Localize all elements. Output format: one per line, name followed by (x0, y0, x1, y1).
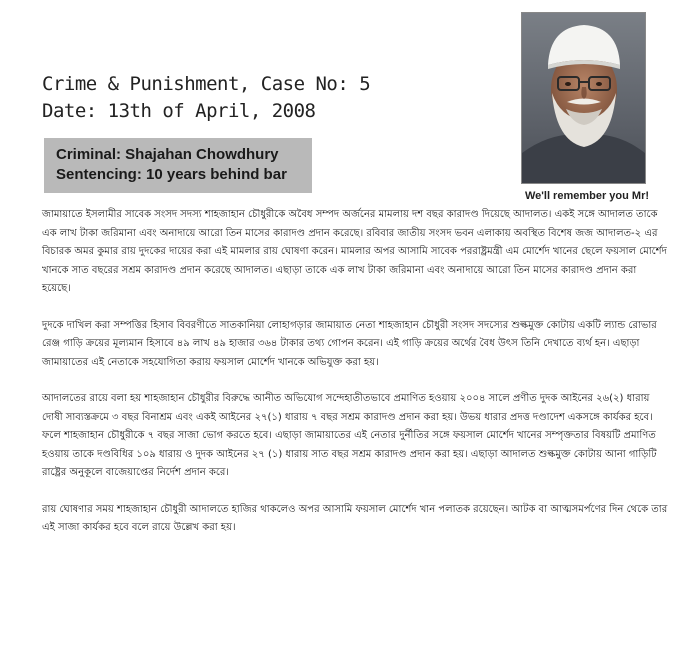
case-date: Date: 13th of April, 2008 (42, 100, 316, 122)
case-title: Crime & Punishment, Case No: 5 (42, 73, 371, 95)
article-paragraph: রায় ঘোষণার সময় শাহজাহান চৌধুরী আদালতে হাজির থাকলেও অপর আসামি ফয়সাল মোর্শেদ খান পলাতক রয়েছেন। আটক বা আত্মসমর্পণের দিন থেকে তার এই সাজা কার্যকর হবে বলে রায়ে উল্লেখ করা হয়। (42, 503, 668, 533)
sentencing-text: Sentencing: 10 years behind bar (56, 166, 287, 183)
criminal-info-box (44, 138, 312, 193)
article-body (42, 206, 668, 556)
portrait-photo (521, 12, 646, 184)
article-paragraph: জামায়াতে ইসলামীর সাবেক সংসদ সদস্য শাহজাহান চৌধুরীকে অবৈধ সম্পদ অর্জনের মামলায় দশ বছর কারাদণ্ড দিয়েছে আদালত। একই সঙ্গে আদালত তাকে এক লাখ টাকা জরিমানা এবং অনাদায়ে আরো তিন মাসের কারাদণ্ড প্রদান করেছে। রবিবার জাতীয় সংসদ ভবন এলাকায় অবস্থিত বিশেষ জজ আদালত-২ এর বিচারক অমর কুমার রায় দুদকের দায়ের করা এই মামলার রায় ঘোষণা করেন। মামলার অপর আসামি সাবেক পররাষ্ট্রমন্ত্রী এম মোর্শেদ খানের ছেলে ফয়সাল মোর্শেদ খানকে সাত বছরের সশ্রম কারাদণ্ড প্রদান করেছে আদালত। এছাড়া তাকে এক লাখ টাকা জরিমানা এবং অনাদায়ে আরো তিন মাসের কারাদণ্ড প্রদান করা হয়েছে। (42, 209, 667, 294)
photo-caption: We'll remember you Mr! (524, 190, 650, 202)
criminal-name: Criminal: Shajahan Chowdhury (56, 146, 279, 163)
article-paragraph: দুদকে দাখিল করা সম্পত্তির হিসাব বিবরণীতে সাতকানিয়া লোহাগড়ার জামায়াত নেতা শাহজাহান চৌধুরী সংসদ সদস্যের শুল্কমুক্ত কোটায় একটি ল্যান্ড রোভার রেঞ্জ গাড়ি ক্রয়ের মূল্যমান হিসাবে ৪৯ লাখ ৪৯ হাজার ৩৬৪ টাকার তথ্য গোপন করেন। এই গাড়ি ক্রয়ের অর্থের বৈধ উৎস তিনি দেখাতে ব্যর্থ হন। এছাড়া জামায়াতের এই নেতাকে সহযোগিতা করায় ফয়সাল মোর্শেদ খানকে অভিযুক্ত করা হয়। (42, 319, 657, 368)
article-paragraph: আদালতের রায়ে বলা হয় শাহজাহান চৌধুরীর বিরুদ্ধে আনীত অভিযোগ সন্দেহাতীতভাবে প্রমাণিত হওয়ায় ২০০৪ সালে প্রণীত দুদক আইনের ২৬(২) ধারায় দোষী সাব্যস্তক্রমে ৩ বছর বিনাশ্রম এবং একই আইনের ২৭(১) ধারায় ৭ বছর সশ্রম কারাদণ্ড প্রদান করা হয়। উভয় ধারার প্রদত্ত দণ্ডাদেশ একসঙ্গে কার্যকর হবে। ফলে শাহজাহান চৌধুরীকে ৭ বছর সাজা ভোগ করতে হবে। এছাড়া জামায়াতের এই নেতার দুর্নীতির সঙ্গে ফয়সাল মোর্শেদ খানের সম্পৃক্ততার বিষয়টি প্রমাণিত হওয়ায় তাকে দণ্ডবিধির ১০৯ ধারায় ও দুদক আইনের ২৭ (১) ধারায় সাত বছর সশ্রম কারাদণ্ড প্রদান করা হয়। এছাড়া আদালত শুল্কমুক্ত কোটায় আনা গাড়িটি রাষ্ট্রের অনুকূলে বাজেয়াপ্তের নির্দেশ প্রদান করে। (42, 393, 657, 478)
